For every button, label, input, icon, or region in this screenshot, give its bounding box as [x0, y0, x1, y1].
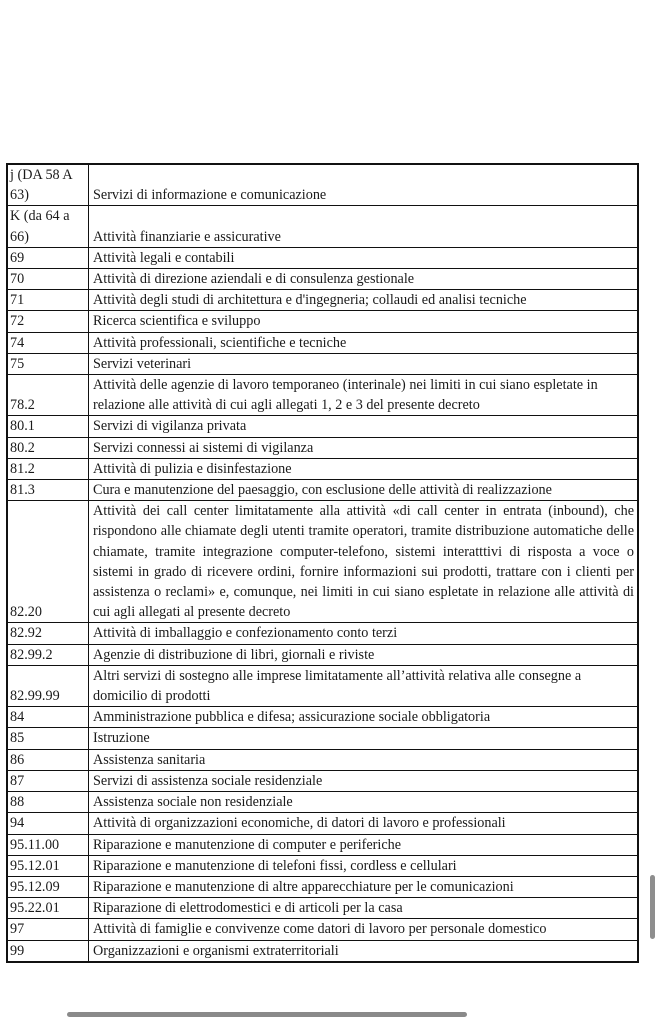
table-row: [7, 480, 638, 501]
activity-description-cell: Attività di organizzazioni economiche, di datori di lavoro e professionali: [89, 813, 639, 834]
activity-code-cell: 71: [7, 290, 89, 311]
table-row: [7, 501, 638, 623]
activity-description-cell: Attività professionali, scientifiche e tecniche: [89, 332, 639, 353]
activity-description-cell: Riparazione e manutenzione di computer e periferiche: [89, 834, 639, 855]
activity-description-cell: Attività di pulizia e disinfestazione: [89, 458, 639, 479]
table-row: [7, 834, 638, 855]
table-row: [7, 623, 638, 644]
table-row: [7, 813, 638, 834]
table-row: [7, 855, 638, 876]
activity-description-cell: Assistenza sociale non residenziale: [89, 792, 639, 813]
activity-description-cell: Altri servizi di sostegno alle imprese limitatamente all’attività relativa alle consegne a domicilio di prodotti: [89, 665, 639, 706]
activity-code-cell: 95.12.01: [7, 855, 89, 876]
activity-description-cell: Servizi veterinari: [89, 353, 639, 374]
table-row: [7, 919, 638, 940]
activity-code-cell: 78.2: [7, 375, 89, 416]
activity-code-cell: 95.11.00: [7, 834, 89, 855]
table-row: [7, 290, 638, 311]
table-row: [7, 375, 638, 416]
activity-code-cell: 97: [7, 919, 89, 940]
activity-code-cell: 72: [7, 311, 89, 332]
vertical-scrollbar[interactable]: [650, 875, 655, 939]
activity-code-cell: 87: [7, 770, 89, 791]
table-row: [7, 269, 638, 290]
activity-code-cell: 84: [7, 707, 89, 728]
activity-description-cell: Servizi di informazione e comunicazione: [89, 164, 639, 206]
table-row: [7, 332, 638, 353]
activity-code-cell: K (da 64 a 66): [7, 206, 89, 247]
activity-description-cell: Organizzazioni e organismi extraterritoriali: [89, 940, 639, 962]
ateco-codes-table: [6, 163, 639, 963]
activity-description-cell: Agenzie di distribuzione di libri, giornali e riviste: [89, 644, 639, 665]
activity-code-cell: 82.92: [7, 623, 89, 644]
table-row: [7, 940, 638, 962]
activity-code-cell: 74: [7, 332, 89, 353]
activity-code-cell: 99: [7, 940, 89, 962]
table-row: [7, 164, 638, 206]
activity-description-cell: Cura e manutenzione del paesaggio, con esclusione delle attività di realizzazione: [89, 480, 639, 501]
activity-code-cell: 81.2: [7, 458, 89, 479]
activity-description-cell: Servizi connessi ai sistemi di vigilanza: [89, 437, 639, 458]
activity-code-cell: 94: [7, 813, 89, 834]
table-row: [7, 749, 638, 770]
table-row: [7, 792, 638, 813]
activity-code-cell: 80.1: [7, 416, 89, 437]
activity-description-cell: Assistenza sanitaria: [89, 749, 639, 770]
table-row: [7, 644, 638, 665]
activity-code-cell: 86: [7, 749, 89, 770]
activity-code-cell: 95.12.09: [7, 876, 89, 897]
activity-code-cell: 82.99.2: [7, 644, 89, 665]
activity-description-cell: Attività dei call center limitatamente alla attività «di call center in entrata (inbound), che rispondono alle chiamate degli utenti tramite operatori, tramite distribuzione automatiche delle chiamate, tramite integrazione computer-telefono, sistemi interatttivi di risposta a voce o sistemi in grado di ricevere ordini, fornire informazioni sui prodotti, trattare con i clienti per assistenza o reclami» e, comunque, nei limiti in cui siano espletate in relazione alle attività di cui agli allegati al presente decreto: [89, 501, 639, 623]
table-row: [7, 437, 638, 458]
activity-description-cell: Riparazione e manutenzione di telefoni fissi, cordless e cellulari: [89, 855, 639, 876]
table-row: [7, 458, 638, 479]
table-row: [7, 247, 638, 268]
activity-code-cell: 82.20: [7, 501, 89, 623]
activity-description-cell: Ricerca scientifica e sviluppo: [89, 311, 639, 332]
table-row: [7, 665, 638, 706]
activity-description-cell: Istruzione: [89, 728, 639, 749]
activity-code-cell: 95.22.01: [7, 898, 89, 919]
activity-description-cell: Attività finanziarie e assicurative: [89, 206, 639, 247]
table-row: [7, 416, 638, 437]
activity-description-cell: Attività di direzione aziendali e di consulenza gestionale: [89, 269, 639, 290]
table-body: [7, 164, 638, 962]
table-row: [7, 353, 638, 374]
table-row: [7, 707, 638, 728]
activity-code-cell: 81.3: [7, 480, 89, 501]
activity-description-cell: Riparazione e manutenzione di altre apparecchiature per le comunicazioni: [89, 876, 639, 897]
table-row: [7, 898, 638, 919]
activity-description-cell: Riparazione di elettrodomestici e di articoli per la casa: [89, 898, 639, 919]
activity-description-cell: Attività degli studi di architettura e d'ingegneria; collaudi ed analisi tecniche: [89, 290, 639, 311]
activity-code-cell: j (DA 58 A 63): [7, 164, 89, 206]
activity-description-cell: Attività delle agenzie di lavoro temporaneo (interinale) nei limiti in cui siano espletate in relazione alle attività di cui agli allegati 1, 2 e 3 del presente decreto: [89, 375, 639, 416]
activity-description-cell: Attività legali e contabili: [89, 247, 639, 268]
activity-description-cell: Amministrazione pubblica e difesa; assicurazione sociale obbligatoria: [89, 707, 639, 728]
activity-code-cell: 75: [7, 353, 89, 374]
activity-code-cell: 80.2: [7, 437, 89, 458]
table-row: [7, 876, 638, 897]
activity-description-cell: Attività di famiglie e convivenze come datori di lavoro per personale domestico: [89, 919, 639, 940]
activity-code-cell: 69: [7, 247, 89, 268]
activity-description-cell: Servizi di assistenza sociale residenziale: [89, 770, 639, 791]
activity-description-cell: Attività di imballaggio e confezionamento conto terzi: [89, 623, 639, 644]
table-row: [7, 770, 638, 791]
activity-code-cell: 70: [7, 269, 89, 290]
activity-code-cell: 85: [7, 728, 89, 749]
activity-description-cell: Servizi di vigilanza privata: [89, 416, 639, 437]
activity-code-cell: 88: [7, 792, 89, 813]
table-row: [7, 311, 638, 332]
activity-code-cell: 82.99.99: [7, 665, 89, 706]
table-row: [7, 728, 638, 749]
home-indicator-bar[interactable]: [67, 1012, 467, 1017]
table-row: [7, 206, 638, 247]
